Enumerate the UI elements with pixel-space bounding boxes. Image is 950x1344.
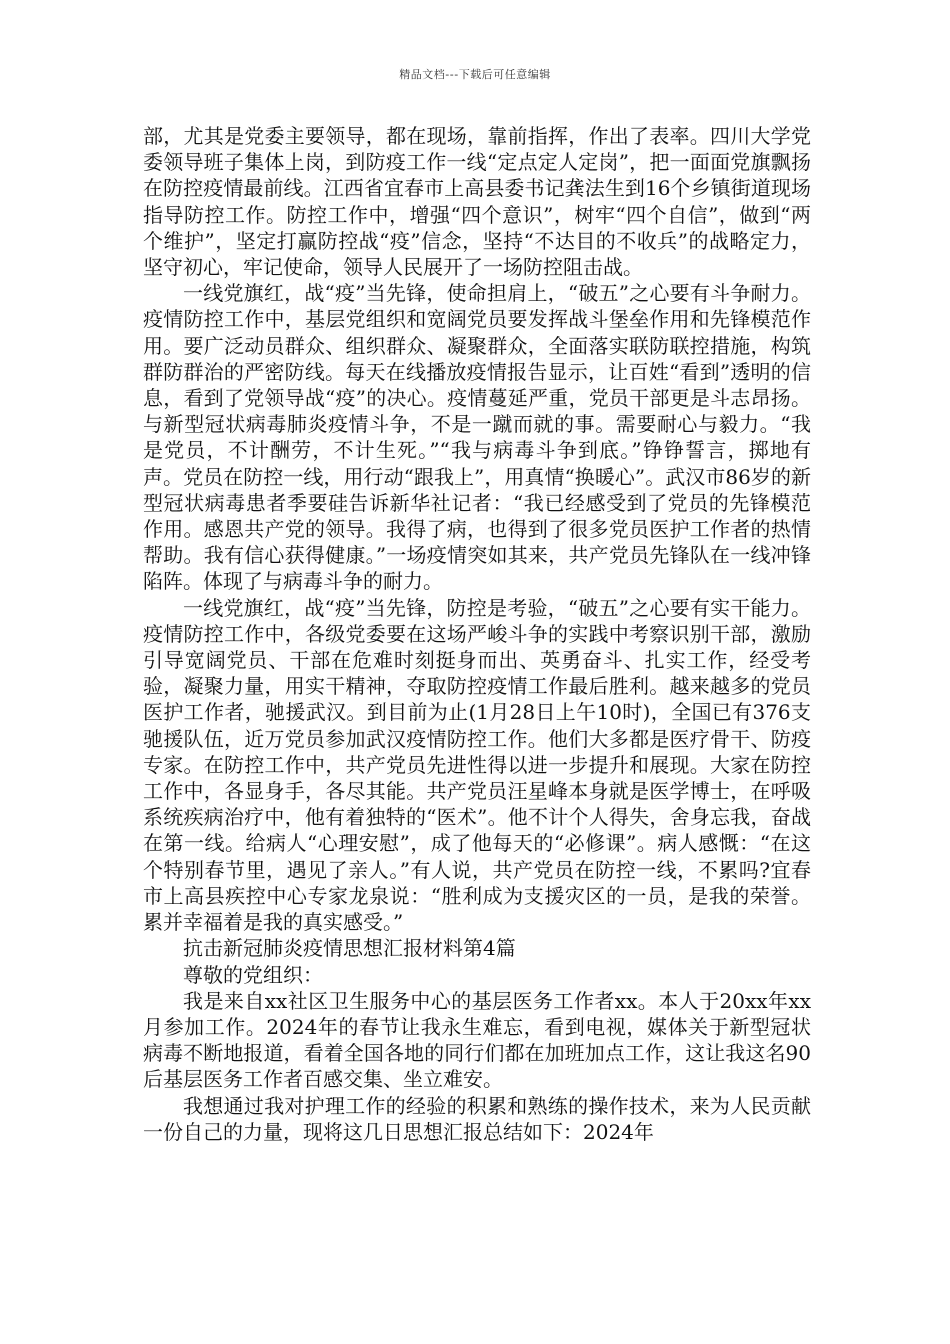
paragraph-5: 我想通过我对护理工作的经验的积累和熟练的操作技术，来为人民贡献一份自己的力量，现将这几日思想汇报总结如下：2024年: [143, 1093, 811, 1144]
page-header: 精品文档---下载后可任意编辑: [399, 68, 551, 81]
paragraph-2: 一线党旗红，战“疫”当先锋，使命担肩上，“破五”之心要有斗争耐力。疫情防控工作中，基层党组织和宽阔党员要发挥战斗堡垒作用和先锋模范作用。要广泛动员群众、组织群众、凝聚群众，全面落实联防联控措施，构筑群防群治的严密防线。每天在线播放疫情报告显示，让百姓“看到”透明的信息，看到了党领导战“疫”的决心。疫情蔓延严重，党员干部更是斗志昂扬。与新型冠状病毒肺炎疫情斗争，不是一蹴而就的事。需要耐心与毅力。“我是党员，不计酬劳，不计生死。”“我与病毒斗争到底。”铮铮誓言，掷地有声。党员在防控一线，用行动“跟我上”，用真情“换暖心”。武汉市86岁的新型冠状病毒患者季要硅告诉新华社记者：“我已经感受到了党员的先锋模范作用。感恩共产党的领导。我得了病，也得到了很多党员医护工作者的热情帮助。我有信心获得健康。”一场疫情突如其来，共产党员先锋队在一线冲锋陷阵。体现了与病毒斗争的耐力。: [143, 281, 811, 594]
section-title: 抗击新冠肺炎疫情思想汇报材料第4篇: [183, 936, 516, 961]
salutation: 尊敬的党组织：: [183, 962, 323, 987]
paragraph-4: 我是来自xx社区卫生服务中心的基层医务工作者xx。本人于20xx年xx月参加工作。2024年的春节让我永生难忘，看到电视，媒体关于新型冠状病毒不断地报道，看着全国各地的同行们都在加班加点工作，这让我这名90后基层医务工作者百感交集、坐立难安。: [143, 988, 811, 1092]
document-body: [143, 123, 811, 1145]
paragraph-1: 部，尤其是党委主要领导，都在现场，靠前指挥，作出了表率。四川大学党委领导班子集体上岗，到防疫工作一线“定点定人定岗”，把一面面党旗飘扬在防控疫情最前线。江西省宜春市上高县委书记龚法生到16个乡镇街道现场指导防控工作。防控工作中，增强“四个意识”，树牢“四个自信”，做到“两个维护”，坚定打赢防控战“疫”信念，坚持“不达目的不收兵”的战略定力，坚守初心，牢记使命，领导人民展开了一场防控阻击战。: [143, 124, 811, 280]
paragraph-3: 一线党旗红，战“疫”当先锋，防控是考验，“破五”之心要有实干能力。疫情防控工作中，各级党委要在这场严峻斗争的实践中考察识别干部，激励引导宽阔党员、干部在危难时刻挺身而出、英勇奋斗、扎实工作，经受考验，凝聚力量，用实干精神，夺取防控疫情工作最后胜利。越来越多的党员医护工作者，驰援武汉。到目前为止(1月28日上午10时)，全国已有376支驰援队伍，近万党员参加武汉疫情防控工作。他们大多都是医疗骨干、防疫专家。在防控工作中，共产党员先进性得以进一步提升和展现。大家在防控工作中，各显身手，各尽其能。共产党员汪星峰本身就是医学博士，在呼吸系统疾病治疗中，他有着独特的“医术”。他不计个人得失，舍身忘我，奋战在第一线。给病人“心理安慰”，成了他每天的“必修课”。病人感慨：“在这个特别春节里，遇见了亲人。”有人说，共产党员在防控一线，不累吗?宜春市上高县疾控中心专家龙泉说：“胜利成为支援灾区的一员，是我的荣誉。累并幸福着是我的真实感受。”: [143, 595, 811, 935]
